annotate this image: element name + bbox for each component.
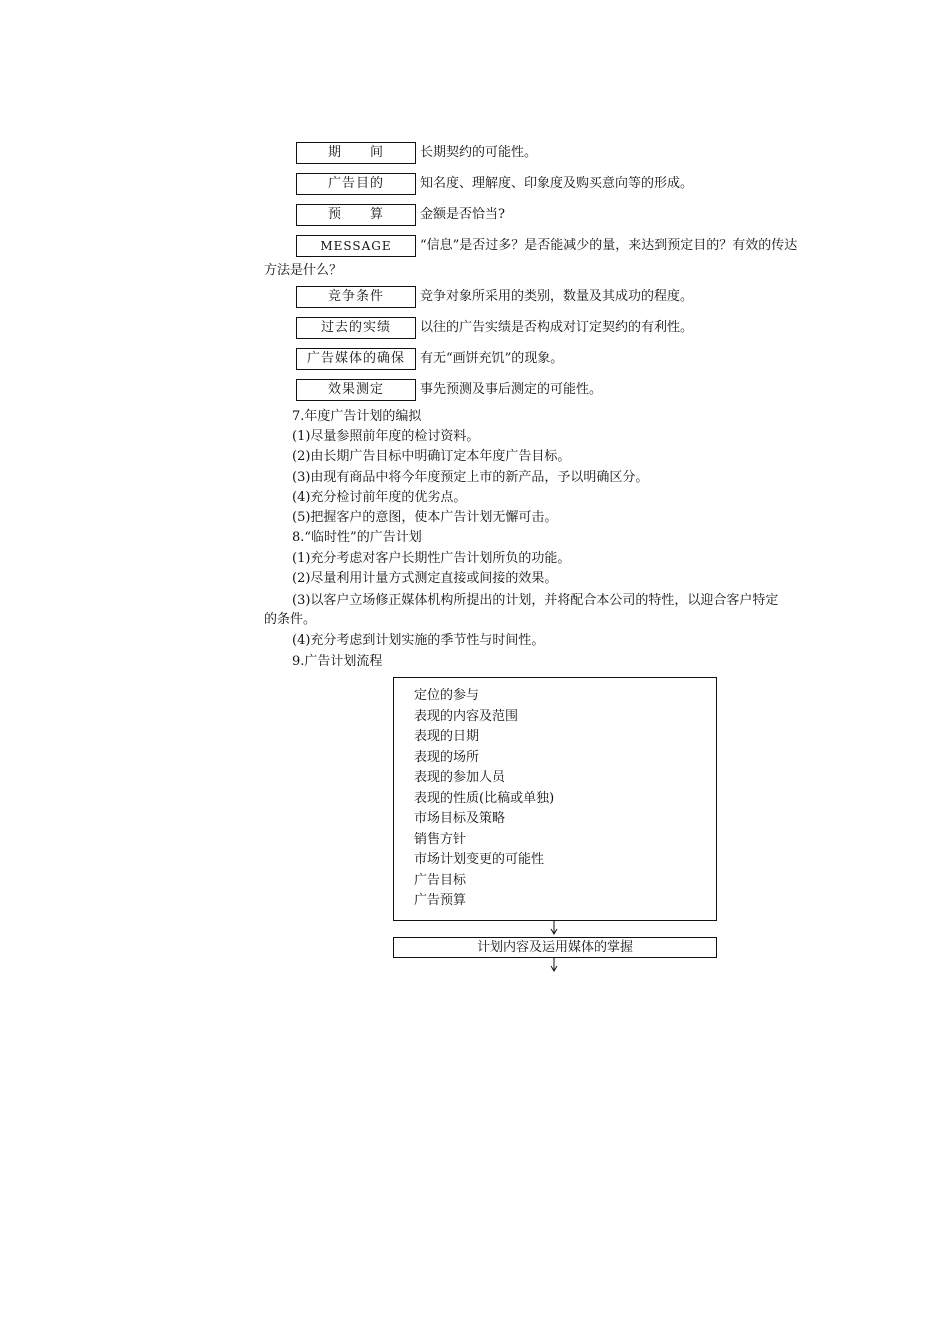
term-label: 预 算 [296, 204, 416, 226]
section-7-item: (1)尽量参照前年度的检讨资料。 [292, 429, 480, 444]
flow-item: 市场目标及策略 [414, 811, 506, 826]
flow-result-box: 计划内容及运用媒体的掌握 [393, 937, 717, 958]
section-8-item: (3)以客户立场修正媒体机构所提出的计划，并将配合本公司的特性，以迎合客户特定 [292, 593, 779, 608]
term-label: 广告目的 [296, 173, 416, 195]
term-description: 以往的广告实绩是否构成对订定契约的有利性。 [420, 320, 694, 335]
section-8-item: (1)充分考虑对客户长期性广告计划所负的功能。 [292, 551, 571, 566]
term-description: 有无“画饼充饥”的现象。 [420, 351, 564, 366]
section-7-heading: 7.年度广告计划的编拟 [292, 409, 422, 424]
section-7-item: (2)由长期广告目标中明确订定本年度广告目标。 [292, 449, 571, 464]
term-description: 竞争对象所采用的类别，数量及其成功的程度。 [420, 289, 694, 304]
term-description: 事先预测及事后测定的可能性。 [420, 382, 603, 397]
flow-item: 销售方针 [414, 832, 467, 847]
term-label: MESSAGE [296, 235, 416, 257]
term-label: 过去的实绩 [296, 317, 416, 339]
section-8-heading: 8.“临时性”的广告计划 [292, 530, 422, 545]
term-description: 长期契约的可能性。 [420, 145, 538, 160]
message-continuation: 方法是什么？ [264, 263, 343, 278]
flow-item: 表现的日期 [414, 729, 480, 744]
term-label: 竞争条件 [296, 286, 416, 308]
flow-chart-box [393, 677, 717, 921]
down-arrow-icon [549, 921, 559, 935]
term-label: 广告媒体的确保 [296, 348, 416, 370]
section-7-item: (3)由现有商品中将今年度预定上市的新产品，予以明确区分。 [292, 470, 649, 485]
flow-item: 表现的参加人员 [414, 770, 506, 785]
term-description: “信息”是否过多？是否能减少的量，来达到预定目的？有效的传达 [420, 238, 798, 253]
flow-item: 市场计划变更的可能性 [414, 852, 545, 867]
section-7-item: (4)充分检讨前年度的优劣点。 [292, 490, 467, 505]
flow-item: 广告预算 [414, 893, 467, 908]
term-label: 效果测定 [296, 379, 416, 401]
flow-item: 表现的内容及范围 [414, 709, 519, 724]
term-label: 期 间 [296, 142, 416, 164]
flow-item: 定位的参与 [414, 688, 480, 703]
flow-item: 广告目标 [414, 873, 467, 888]
section-9-heading: 9.广告计划流程 [292, 654, 383, 669]
section-7-item: (5)把握客户的意图，使本广告计划无懈可击。 [292, 510, 558, 525]
section-8-item-continuation: 的条件。 [264, 612, 317, 627]
section-8-item: (4)充分考虑到计划实施的季节性与时间性。 [292, 633, 545, 648]
term-description: 金额是否恰当? [420, 207, 505, 222]
term-description: 知名度、理解度、印象度及购买意向等的形成。 [420, 176, 694, 191]
flow-item: 表现的性质(比稿或单独) [414, 791, 555, 806]
down-arrow-icon [549, 958, 559, 972]
section-8-item: (2)尽量利用计量方式测定直接或间接的效果。 [292, 571, 558, 586]
flow-item: 表现的场所 [414, 750, 480, 765]
